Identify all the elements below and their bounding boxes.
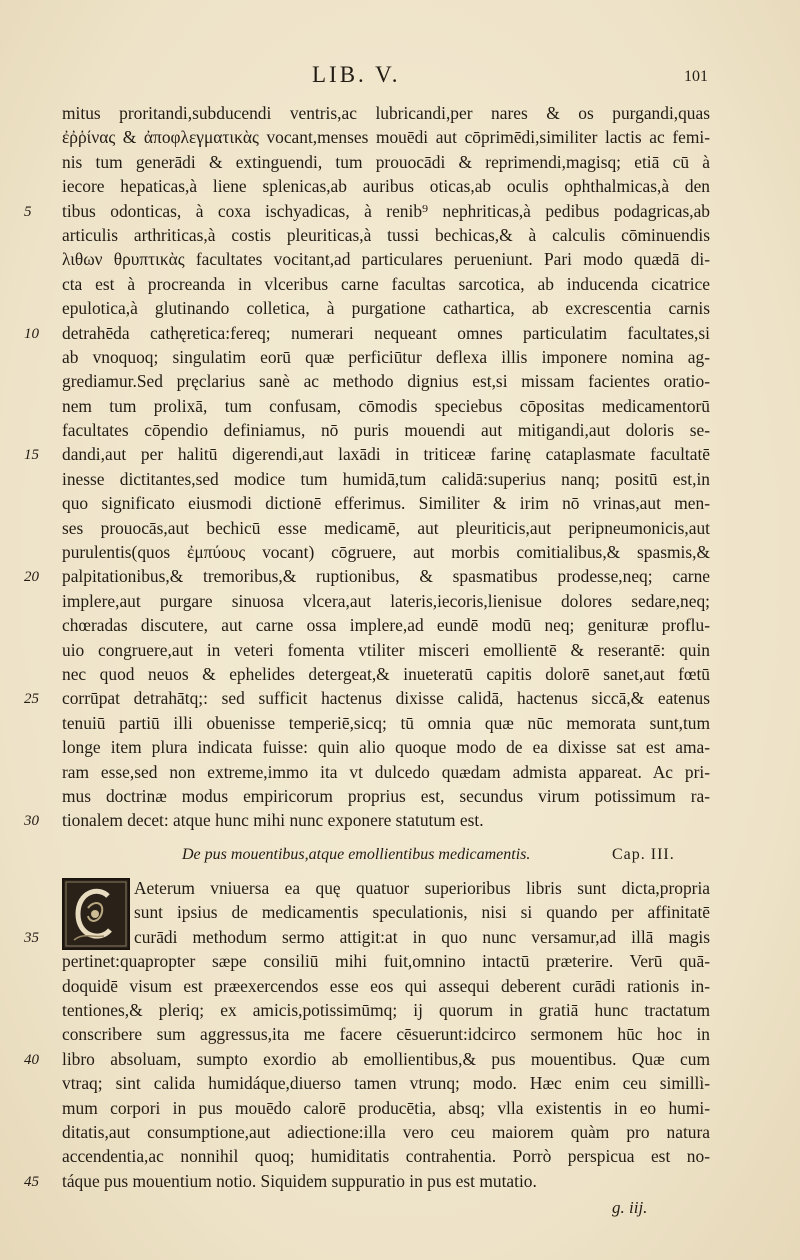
line-text: tibus odonticas, à coxa ischyadicas, à renib⁹ nephriticas,à pedibus podagricas,ab [62,200,710,221]
text-line [0,442,800,466]
text-line [0,174,800,198]
text-line [0,760,800,784]
text-line [0,1096,800,1120]
line-text: mitus proritandi,subducendi ventris,ac lubricandi,per nares & os purgandi,quas [62,103,710,123]
line-text: detrahēda cathęretica:fereq; numerari nequeant omnes particulatim facultates,si [62,322,710,343]
line-text: tionalem decet: atque hunc mihi nunc exponere statutum est. [62,810,484,831]
text-line [0,711,800,735]
text-line [0,564,800,588]
text-line [0,1047,800,1071]
text-line [0,974,800,998]
line-text: nis tum generādi & extinguendi, tum prouocādi & reprimendi,magisq; etiā cū à [62,151,710,172]
line-text: conscribere sum aggressus,ita me facere cēsuerunt:idcirco sermonem hūc hoc in [62,1024,710,1045]
line-text: vtraq; sint calida humidáque,diuerso tamen vtrunq; modo. Hæc enim ceu simillì- [62,1073,710,1094]
text-line [0,150,800,174]
line-text: nem tum prolixā, tum confusam, cōmodis speciebus cōpositas medicamentorū [62,395,710,416]
line-text: tenuiū partiū illi obuenisse temperiē,sicq; tū omnia quæ nūc memorata sunt,tum [62,712,710,733]
line-text: pertinet:quapropter sæpe consiliū mihi fuit,omnino intactū præterire. Verū quā- [62,951,710,972]
text-line [0,613,800,637]
text-line [0,638,800,662]
line-text: curādi methodum sermo attigit:at in quo nunc versamur,ad illā magis [134,926,710,947]
line-text: ab vnoquoq; singulatim eorū quæ perficiūtur deflexa illis imponere nomina ag- [62,346,710,367]
line-text: ἐῤῥίνας & ἀποφλεγματικὰς vocant,menses mouēdi aut cōprimēdi,similiter lactis ac femi- [62,127,710,148]
line-text: facultates cōpendio definiamus, nō puris mouendi aut mitigandi,aut doloris se- [62,420,710,441]
line-text: inesse dictitantes,sed modice tum humidā,tum calidā:superius nanq; positū est,in [62,468,710,489]
line-text: purulentis(quos ἐμπύους vocant) cōgruere, aut morbis comitialibus,& spasmis,& [62,542,710,563]
text-line [0,467,800,491]
text-line [0,101,800,125]
text-line [0,735,800,759]
line-text: cta est à procreanda in vlceribus carne facultas sarcotica, ab inducenda cicatrice [62,273,710,294]
chapter-text-block [0,876,800,1193]
line-number: 15 [24,447,39,464]
line-text: quo significato eiusmodi dictionē efferimus. Similiter & irim nō vrinas,aut men- [62,493,710,514]
line-text: Aeterum vniuersa ea quę quatuor superioribus libris sunt dicta,propria [134,878,710,898]
text-line [0,784,800,808]
line-text: ram esse,sed non extreme,immo ita vt dulcedo quædam admista appareat. Ac pri- [62,761,710,782]
line-text: doquidē visum est præexercendos esse eos qui assequi deberent curādi rationis in- [62,975,710,996]
text-line [0,540,800,564]
line-text: accendentia,ac nonnihil quoq; humiditatis contrahentia. Porrò perspicua est no- [62,1146,710,1167]
line-text: dandi,aut per halitū digerendi,aut laxādi in triticeæ farinę cataplasmate facultatē [62,444,710,465]
line-text: λιθων θρυπτικὰς facultates vocitant,ad particulares perueniunt. Pari modo quædā di- [62,249,710,270]
text-line [0,998,800,1022]
signature-mark: g. iij. [612,1198,648,1217]
text-line [0,900,800,924]
text-line [0,272,800,296]
line-text: longe item plura indicata fuisse: quin alio quoque modo de ea dixisse sat est ama- [62,737,710,758]
text-line [0,589,800,613]
text-line [0,876,800,900]
text-line [0,394,800,418]
line-text: uio congruere,aut in veteri fomenta vtiliter misceri emollientē & reserantē: quin [62,639,710,660]
text-line [0,418,800,442]
line-number: 5 [24,203,32,220]
line-text: tentiones,& pleriq; ex amicis,potissimūmq; ij quorum in gratiā hunc tractatum [62,999,710,1020]
line-number: 35 [24,929,39,946]
line-text: sunt ipsius de medicamentis speculationis, nisi si quando per affinitatē [134,902,710,923]
line-text: implere,aut purgare sinuosa vlcera,aut lateris,iecoris,lienisue dolores sedare,neq; [62,590,710,611]
line-text: chœradas discutere, aut carne ossa implere,ad eundē modū neq; genituræ proflu- [62,615,710,636]
line-text: corrūpat detrahātq;: sed sufficit hactenus dixisse calidā, hactenus siccā,& eatenus [62,688,710,709]
page-number: 101 [684,68,708,85]
chapter-heading [0,844,800,870]
text-line [0,321,800,345]
line-text: palpitationibus,& tremoribus,& ruptionibus, & spasmatibus prodesse,neq; carne [62,566,710,587]
text-line [0,686,800,710]
text-line [0,199,800,223]
main-text-block [0,101,800,833]
text-line [0,247,800,271]
line-number: 40 [24,1051,39,1068]
text-line [0,1144,800,1168]
chapter-title: De pus mouentibus,atque emollientibus medicamentis. [182,846,531,863]
line-text: mum corpori in pus mouēdo calorē producētia, absq; vlla existentis in eo humi- [62,1097,710,1118]
line-text: nec quod neuos & ephelides detergeat,& inueteratū capitis dolorē sanet,aut fœtū [62,663,710,684]
chapter-number: Cap. III. [612,846,675,863]
text-line [0,949,800,973]
line-text: articulis arthriticas,à costis pleuriticas,à tussi bechicas,& à calculis cōminuendis [62,224,710,245]
line-number: 45 [24,1173,39,1190]
text-line [0,925,800,949]
text-line [0,662,800,686]
line-number: 30 [24,813,39,830]
line-text: grediamur.Sed pręclarius sanè ac methodo dignius est,si missam facientes oratio- [62,371,710,392]
text-line [0,1071,800,1095]
line-text: ses prouocās,aut bechicū esse medicamē, aut pleuriticis,aut peripneumonicis,aut [62,517,710,538]
line-text: táque pus mouentium notio. Siquidem suppuratio in pus est mutatio. [62,1170,537,1191]
text-line [0,1169,800,1193]
text-line [0,369,800,393]
text-line [0,345,800,369]
line-number: 20 [24,569,39,586]
line-number: 25 [24,691,39,708]
running-head [0,62,800,90]
line-number: 10 [24,325,39,342]
line-text: epulotica,à glutinando colletica, à purgatione cathartica, ab excrescentia carnis [62,298,710,319]
book-title: LIB. V. [312,62,401,87]
text-line [0,223,800,247]
text-line [0,808,800,832]
line-text: libro absoluam, sumpto exordio ab emollientibus,& pus mouentibus. Quæ cum [62,1048,710,1069]
text-line [0,1120,800,1144]
text-line [0,516,800,540]
line-text: iecore hepaticas,à liene splenicas,ab auribus oticas,ab oculis ophthalmicas,à den [62,176,710,197]
text-line [0,1022,800,1046]
text-line [0,296,800,320]
text-line [0,491,800,515]
line-text: ditatis,aut consumptione,aut adiectione:illa vero ceu maiorem quàm pro natura [62,1121,710,1142]
line-text: mus doctrinæ modus empiricorum proprius est, secundus virum potissimum ra- [62,785,710,806]
text-line [0,125,800,149]
